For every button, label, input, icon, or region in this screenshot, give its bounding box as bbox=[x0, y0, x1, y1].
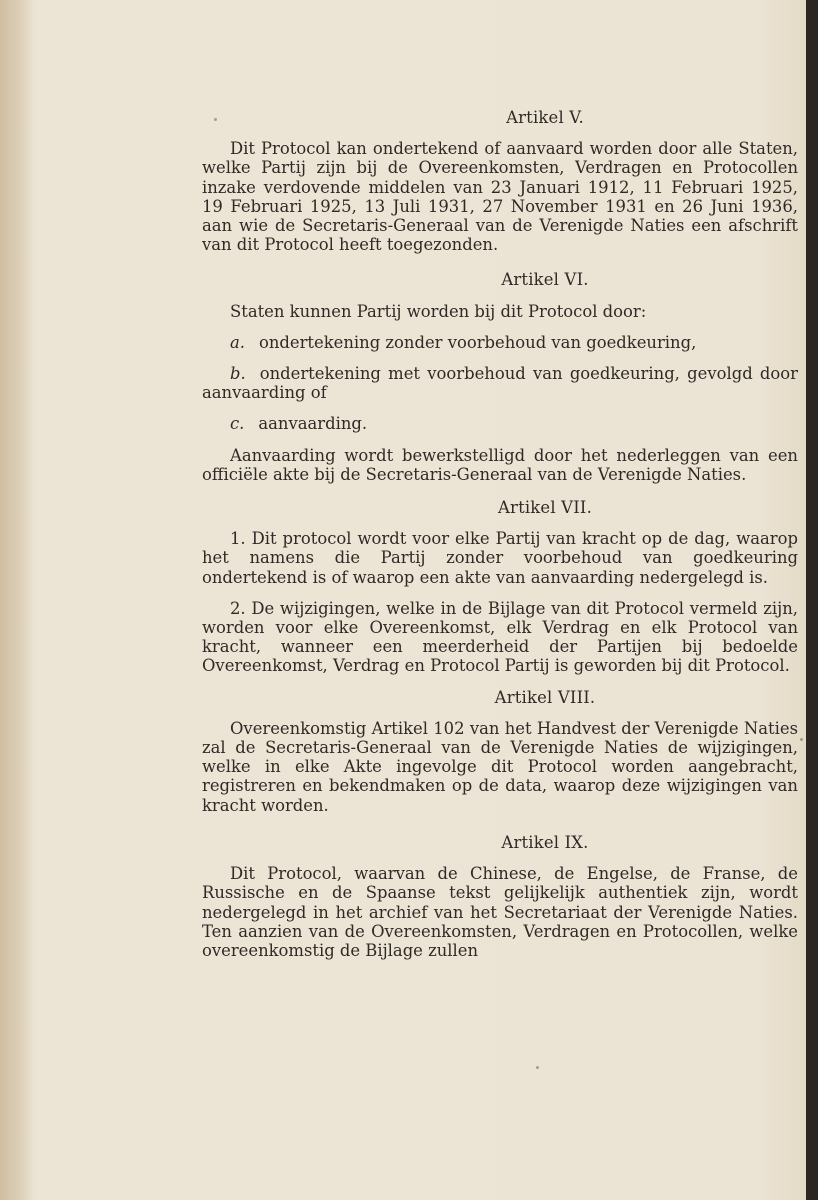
scan-border bbox=[806, 0, 818, 1200]
paragraph-artikel-viii: Overeenkomstig Artikel 102 van het Handvest der Verenigde Naties zal de Secretaris-Generaal van de Verenigde Naties de wijzigingen, welke in elke Akte ingevolge dit Protocol worden aangebracht, registreren en bekendmaken op de data, waarop deze wijzigingen van kracht worden. bbox=[202, 718, 798, 815]
list-item-a bbox=[202, 333, 798, 352]
heading-artikel-v: Artikel V. bbox=[506, 108, 584, 127]
list-item-b bbox=[202, 364, 798, 402]
list-marker-a: a. bbox=[230, 332, 245, 352]
paper-speck bbox=[536, 1066, 539, 1069]
list-text-b: ondertekening met voorbehoud van goedkeuring, gevolgd door aanvaarding of bbox=[202, 364, 798, 403]
heading-artikel-ix: Artikel IX. bbox=[501, 832, 589, 852]
heading-artikel-viii: Artikel VIII. bbox=[494, 687, 596, 707]
binding-strip bbox=[0, 0, 34, 1200]
heading-artikel-vi: Artikel VI. bbox=[501, 270, 589, 290]
list-marker-b: b. bbox=[230, 364, 246, 384]
paper-speck bbox=[800, 738, 803, 741]
paragraph-artikel-vi-closing: Aanvaarding wordt bewerkstelligd door het nederleggen van een officiële akte bij de Secretaris-Generaal van de Verenigde Naties. bbox=[202, 445, 798, 484]
paragraph-artikel-vii-2: 2. De wijzigingen, welke in de Bijlage van dit Protocol vermeld zijn, worden voor elke Overeenkomst, elk Verdrag en elk Protocol van kracht, wanneer een meerderheid der Partijen bij bedoelde Overeenkomst, Verdrag en Protocol Partij is geworden bij dit Protocol. bbox=[202, 598, 798, 676]
paragraph-artikel-v: Dit Protocol kan ondertekend of aanvaard worden door alle Staten, welke Partij zijn bij de Overeenkomsten, Verdragen en Protocollen inzake verdovende middelen van 23 Januari 1912, 11 Februari 1925, 19 Februari 1925, 13 Juli 1931, 27 November 1931 en 26 Juni 1936, aan wie de Secretaris-Generaal van de Verenigde Naties een afschrift van dit Protocol heeft toegezonden. bbox=[202, 139, 798, 255]
list-marker-c: c. bbox=[230, 414, 245, 434]
document-body bbox=[202, 108, 798, 960]
list-item-c bbox=[202, 414, 798, 433]
list-text-c: aanvaarding. bbox=[258, 414, 368, 434]
paragraph-artikel-vii-1: 1. Dit protocol wordt voor elke Partij van kracht op de dag, waarop het namens die Partij zonder voorbehoud van goedkeuring ondertekend is of waarop een akte van aanvaarding nedergelegd is. bbox=[202, 529, 798, 587]
list-text-a: ondertekening zonder voorbehoud van goedkeuring, bbox=[258, 332, 697, 352]
paper-speck bbox=[214, 118, 217, 121]
paragraph-artikel-ix: Dit Protocol, waarvan de Chinese, de Engelse, de Franse, de Russische en de Spaanse tekst gelijkelijk authentiek zijn, wordt nedergelegd in het archief van het Secretariaat der Verenigde Naties. Ten aanzien van de Overeenkomsten, Verdragen en Protocollen, welke overeenkomstig de Bijlage zullen bbox=[202, 864, 798, 960]
heading-artikel-vii: Artikel VII. bbox=[498, 498, 592, 518]
paragraph-artikel-vi-intro: Staten kunnen Partij worden bij dit Protocol door: bbox=[230, 301, 647, 321]
